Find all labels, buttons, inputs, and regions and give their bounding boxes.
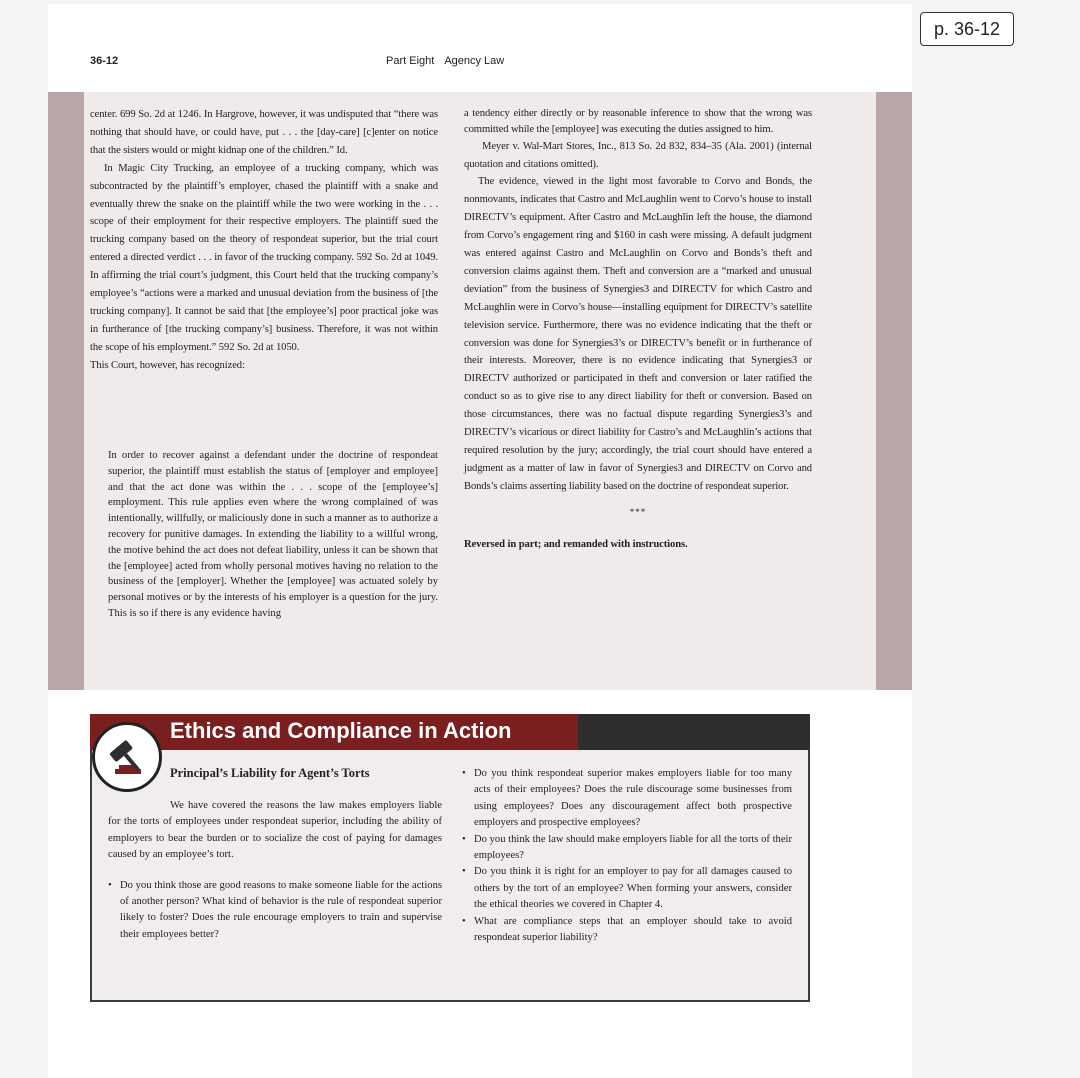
ethics-right-bullets	[462, 766, 792, 946]
running-head-title: Agency Law	[444, 55, 505, 67]
case-left-column	[90, 106, 438, 375]
ethics-left-column	[108, 798, 442, 943]
running-head-part: Part Eight	[386, 55, 435, 67]
ethics-question: • Do you think those are good reasons to make someone liable for the actions of another person? What kind of behavior is the rule of respondeat superior likely to foster? Does the rule encourage employers to train and supervise their employees better?	[108, 878, 442, 944]
ethics-right-column	[462, 766, 792, 946]
case-disposition: Reversed in part; and remanded with instructions.	[464, 538, 688, 550]
section-break-stars: ***	[629, 506, 647, 517]
case-block-quote: In order to recover against a defendant under the doctrine of respondeat superior, the plaintiff must establish the status of [employer and employee] and that the act done was within the . . . scope of the [employee’s] employment. This rule applies even where the wrong complained of was intentionally, willfully, or maliciously done in such a manner as to authorize a recovery for punitive damages. In extending the liability to a willful wrong, the motive behind the act does not defeat liability, unless it can be shown that the [employee] acted from wholly personal motives having no relation to the business of the [employer]. Whether the [employee] was actuated solely by personal motives or by the interests of his employer is a question for the jury. This is so if there is any evidence having	[108, 450, 438, 619]
ethics-question: • Do you think respondeat superior makes employers liable for too many acts of their employees? Does the rule discourage some businesses from using employees? Does any discouragement affect both prospective employers and prospective employees?	[462, 766, 792, 832]
ethics-subtitle: Principal’s Liability for Agent’s Torts	[170, 766, 370, 780]
ethics-left-bullets	[108, 878, 442, 944]
running-head-page-number: 36-12	[90, 55, 119, 67]
gavel-icon	[92, 722, 162, 792]
ethics-question: • What are compliance steps that an employer should take to avoid respondeat superior liability?	[462, 914, 792, 947]
case-paragraph: The evidence, viewed in the light most favorable to Corvo and Bonds, the nonmovants, indicates that Castro and McLaughlin went to Corvo’s house to install DIRECTV’s equipment. After Castro and McLaughlin left the house, the diamond from Corvo’s engagement ring and $160 in cash were missing. A default judgment was entered against Castro and McLaughlin on Corvo and Bonds’s theft and conversion claims against them. Theft and conversion are a “marked and unusual deviation” from the business of Synergies3 and DIRECTV for which Castro and McLaughlin were in Corvo’s house—installing equipment for DIRECTV’s satellite television service. Furthermore, there was no evidence indicating that the theft or conversion was done for Synergies3’s or DIRECTV’s benefit or in furtherance of their interests. Moreover, there is no evidence indicating that Synergies3 or DIRECTV authorized or participated in theft and conversion or later ratified the conduct so as to give rise to any direct liability for theft or conversion. Based on those circumstances, there was no factual dispute regarding Synergies3’s and DIRECTV’s vicarious or direct liability for Castro’s and McLaughlin’s actions that required resolution by the jury; accordingly, the trial court should have entered a judgment as a matter of law in favor of Synergies3 and DIRECTV on Corvo and Bonds’s claims asserting liability based on the doctrine of respondeat superior.	[464, 176, 812, 492]
case-paragraph: center. 699 So. 2d at 1246. In Hargrove, however, it was undisputed that “there was nothing that should have, or could have, put . . . the [day-care] [c]enter on notice that the sisters would or might kidnap one of the children.” Id.	[90, 109, 438, 156]
case-citation: Meyer v. Wal-Mart Stores, Inc., 813 So. 2d 832, 834–35 (Ala. 2001) (internal quotation and citations omitted).	[464, 140, 812, 170]
ethics-title: Ethics and Compliance in Action	[170, 718, 512, 743]
page-number-badge: p. 36-12	[920, 12, 1014, 46]
case-paragraph: This Court, however, has recognized:	[90, 359, 245, 371]
case-right-column	[464, 106, 812, 554]
ethics-question: • Do you think the law should make employers liable for all the torts of their employees?	[462, 832, 792, 865]
running-head	[386, 55, 514, 67]
ethics-intro: We have covered the reasons the law makes employers liable for the torts of employees under respondeat superior, including the ability of employers to bear the burden or to socialize the cost of paying for damages caused by an employee’s tort.	[108, 800, 442, 861]
case-block-quote-continued: a tendency either directly or by reasonable inference to show that the wrong was committed while the [employee] was executing the duties assigned to him.	[464, 108, 812, 135]
ethics-question: • Do you think it is right for an employer to pay for all damages caused to others by the tort of an employee? When forming your answers, consider the ethical theories we covered in Chapter 4.	[462, 864, 792, 913]
case-paragraph: In Magic City Trucking, an employee of a trucking company, which was subcontracted by the plaintiff’s employer, chased the plaintiff with a snake and eventually threw the snake on the plaintiff while the two were working in the . . . scope of their employment for their respective employers. The plaintiff sued the trucking company based on the theory of respondeat superior, but the trial court entered a directed verdict . . . in favor of the trucking company. 592 So. 2d at 1049. In affirming the trial court’s judgment, this Court held that the trucking company’s employee’s “actions were a marked and unusual deviation from the business of [the trucking company]. It cannot be said that [the employee’s] poor practical joke was in furtherance of [the trucking company’s] business. Therefore, it was not within the scope of his employment.” 592 So. 2d at 1050.	[90, 162, 438, 353]
